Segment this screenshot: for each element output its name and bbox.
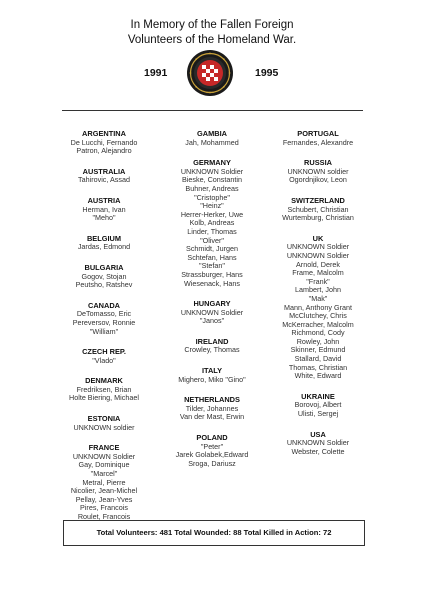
- country-entry: [45, 415, 163, 432]
- country-entry: [45, 197, 163, 223]
- country-entry: [45, 235, 163, 252]
- volunteer-names: UNKNOWN Soldier Gay, Dominique "Marcel" Metral, Pierre Nicolier, Jean-Michel Pellay, Jean-Yves Pires, Francois Roulet, Francois: [70, 451, 138, 521]
- country-name: BELGIUM: [86, 233, 122, 243]
- country-entry: [259, 159, 377, 185]
- volunteer-names: Tahirovic, Assad: [78, 175, 130, 185]
- country-name: USA: [310, 429, 326, 439]
- country-name: CZECH REP.: [82, 347, 126, 357]
- country-name: UK: [312, 233, 324, 243]
- volunteer-names: UNKNOWN Soldier "Janos": [180, 307, 244, 326]
- country-entry: [45, 130, 163, 156]
- volunteer-names: Crowley, Thomas: [184, 345, 240, 355]
- country-name: NETHERLANDS: [184, 395, 240, 405]
- volunteer-names: De Lucchi, Fernando Patron, Alejandro: [70, 137, 138, 156]
- title-line-2: Volunteers of the Homeland War.: [127, 34, 297, 46]
- country-entry: [45, 348, 163, 365]
- country-entry: [153, 130, 271, 147]
- volunteer-names: Jah, Mohammed: [185, 137, 239, 147]
- volunteer-names: Schubert, Christian Wurtemburg, Christian: [282, 204, 354, 223]
- volunteer-names: "Peter" Jarek Golabek,Edward Sroga, Dariusz: [175, 441, 249, 468]
- country-name: RUSSIA: [304, 158, 332, 168]
- country-entry: [259, 431, 377, 457]
- memorial-title: [0, 18, 424, 48]
- header-divider: [62, 110, 363, 111]
- year-start: 1991: [144, 67, 168, 79]
- volunteer-names: UNKNOWN Soldier Webster, Colette: [286, 438, 350, 456]
- totals-box: Total Volunteers: 481 Total Wounded: 88 Total Killed in Action: 72: [63, 520, 365, 546]
- volunteer-names: Tilder, Johannes Van der Mast, Erwin: [179, 403, 245, 422]
- country-entry: [153, 434, 271, 468]
- country-name: FRANCE: [88, 443, 120, 453]
- country-entry: [259, 130, 377, 147]
- country-entry: [45, 444, 163, 521]
- country-entry: [153, 300, 271, 326]
- country-name: ESTONIA: [87, 414, 121, 424]
- country-name: CANADA: [87, 300, 121, 310]
- country-entry: [259, 197, 377, 223]
- volunteer-names: Borovoj, Albert Ulisti, Sergej: [294, 400, 342, 419]
- country-entry: [45, 377, 163, 403]
- country-name: POLAND: [196, 433, 228, 443]
- country-entry: [259, 393, 377, 419]
- volunteer-names: UNKNOWN soldier: [73, 422, 135, 432]
- country-entry: [259, 235, 377, 381]
- country-name: AUSTRALIA: [82, 166, 126, 176]
- country-name: AUSTRIA: [87, 195, 121, 205]
- year-end: 1995: [255, 67, 279, 79]
- volunteer-names: DeTomasso, Eric Pereversov, Ronnie "William": [72, 309, 136, 336]
- volunteer-names: Mighero, Miko "Gino": [178, 374, 246, 384]
- country-name: ITALY: [201, 366, 223, 376]
- volunteer-names: Jardas, Edmond: [77, 242, 131, 252]
- country-entry: [153, 159, 271, 288]
- country-name: BULGARIA: [84, 262, 124, 272]
- volunteer-names: Fernandes, Alexandre: [282, 137, 354, 147]
- country-column-2: [153, 130, 271, 480]
- country-entry: [153, 396, 271, 422]
- country-name: PORTUGAL: [297, 129, 339, 138]
- country-name: GAMBIA: [197, 129, 227, 138]
- country-name: SWITZERLAND: [291, 195, 345, 205]
- title-line-1: In Memory of the Fallen Foreign: [130, 19, 294, 31]
- country-entry: [45, 168, 163, 185]
- country-name: UKRAINE: [301, 391, 335, 401]
- country-name: DENMARK: [85, 376, 123, 386]
- country-name: IRELAND: [195, 336, 229, 346]
- country-entry: [45, 264, 163, 290]
- volunteer-names: Gogov, Stojan Peutsho, Ratshev: [75, 271, 133, 290]
- country-name: ARGENTINA: [82, 129, 126, 138]
- country-name: HUNGARY: [193, 299, 231, 309]
- volunteer-names: UNKNOWN Soldier UNKNOWN Soldier Arnold, Derek Frame, Malcolm "Frank" Lambert, John "Mak" Mann, Anthony Grant McClutchey, Chris McKerracher, Malcolm Richmond, Cody Rowley, John Skinner, Edmund Stallard, David Thomas, Christian White, Edward: [282, 242, 354, 381]
- country-name: GERMANY: [193, 158, 231, 168]
- country-entry: [153, 338, 271, 355]
- volunteer-names: UNKNOWN Soldier Bieske, Constantin Buhner, Andreas "Cristophe" "Heinz" Herrer-Herker, Uwe Kolb, Andreas Linder, Thomas "Oliver" Schmidt, Jurgen Schtefan, Hans "Stefan" Strassburger, Hans Wiesenack, Hans: [180, 166, 244, 288]
- croatian-checkerboard-emblem-icon: [186, 49, 234, 97]
- volunteer-names: Fredriksen, Brian Holte Biering, Michael: [69, 384, 139, 403]
- country-entry: [153, 367, 271, 384]
- volunteer-names: "Vlado": [92, 355, 116, 365]
- volunteer-names: Herman, Ivan "Meho": [82, 204, 126, 223]
- country-column-3: [259, 130, 377, 468]
- volunteer-names: UNKNOWN soldier Ogordnjikov, Leon: [287, 166, 349, 185]
- country-column-1: [45, 130, 163, 534]
- country-entry: [45, 302, 163, 336]
